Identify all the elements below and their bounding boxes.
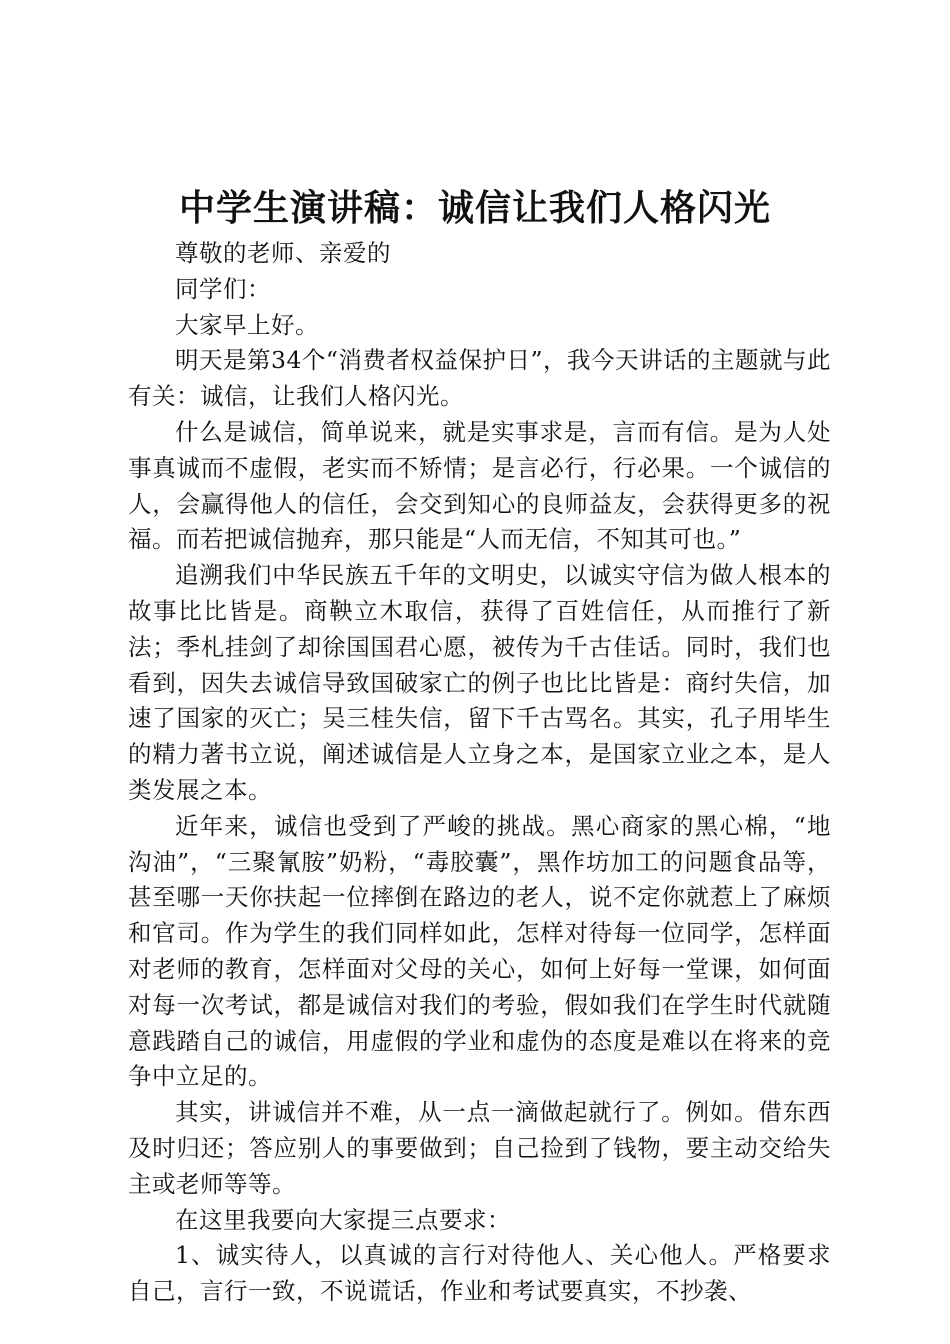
paragraph-greeting-3: 大家早上好。	[175, 310, 319, 339]
paragraph-greeting-1: 尊敬的老师、亲爱的	[175, 239, 391, 267]
paragraph-intro: 明天是第34个“消费者权益保护日”，我今天讲话的主题就与此有关：诚信，让我们人格闪光。	[128, 346, 831, 411]
paragraph-definition: 什么是诚信，简单说来，就是实事求是，言而有信。是为人处事真诚而不虚假，老实而不矫情；是言必行，行必果。一个诚信的人，会赢得他人的信任，会交到知心的良师益友，会获得更多的祝福。而若把诚信抛弃，那只能是“人而无信，不知其可也。”	[128, 417, 831, 554]
document-title: 中学生演讲稿：诚信让我们人格闪光	[178, 187, 771, 229]
paragraph-history: 追溯我们中华民族五千年的文明史，以诚实守信为做人根本的故事比比皆是。商鞅立木取信，获得了百姓信任，从而推行了新法；季札挂剑了却徐国国君心愿，被传为千古佳话。同时，我们也看到，因失去诚信导致国破家亡的例子也比比皆是：商纣失信，加速了国家的灭亡；吴三桂失信，留下千古骂名。其实，孔子用毕生的精力著书立说，阐述诚信是人立身之本，是国家立业之本，是人类发展之本。	[128, 561, 831, 804]
paragraph-challenges: 近年来，诚信也受到了严峻的挑战。黑心商家的黑心棉，“地沟油”，“三聚氰胺”奶粉，“毒胶囊”，黑作坊加工的问题食品等，甚至哪一天你扶起一位摔倒在路边的老人，说不定你就惹上了麻烦和官司。作为学生的我们同样如此，怎样对待每一位同学，怎样面对老师的教育，怎样面对父母的关心，如何上好每一堂课，如何面对每一次考试，都是诚信对我们的考验，假如我们在学生时代就随意践踏自己的诚信，用虚假的学业和虚伪的态度是难以在将来的竞争中立足的。	[128, 811, 831, 1091]
paragraph-examples: 其实，讲诚信并不难，从一点一滴做起就行了。例如。借东西及时归还；答应别人的事要做到；自己捡到了钱物，要主动交给失主或老师等等。	[128, 1098, 831, 1198]
paragraph-requests-intro: 在这里我要向大家提三点要求：	[175, 1205, 511, 1234]
document-body	[128, 236, 831, 1310]
paragraph-greeting-2: 同学们：	[175, 274, 271, 303]
paragraph-request-1: 1、诚实待人，以真诚的言行对待他人、关心他人。严格要求自己，言行一致，不说谎话，作业和考试要真实，不抄袭、	[128, 1241, 831, 1306]
